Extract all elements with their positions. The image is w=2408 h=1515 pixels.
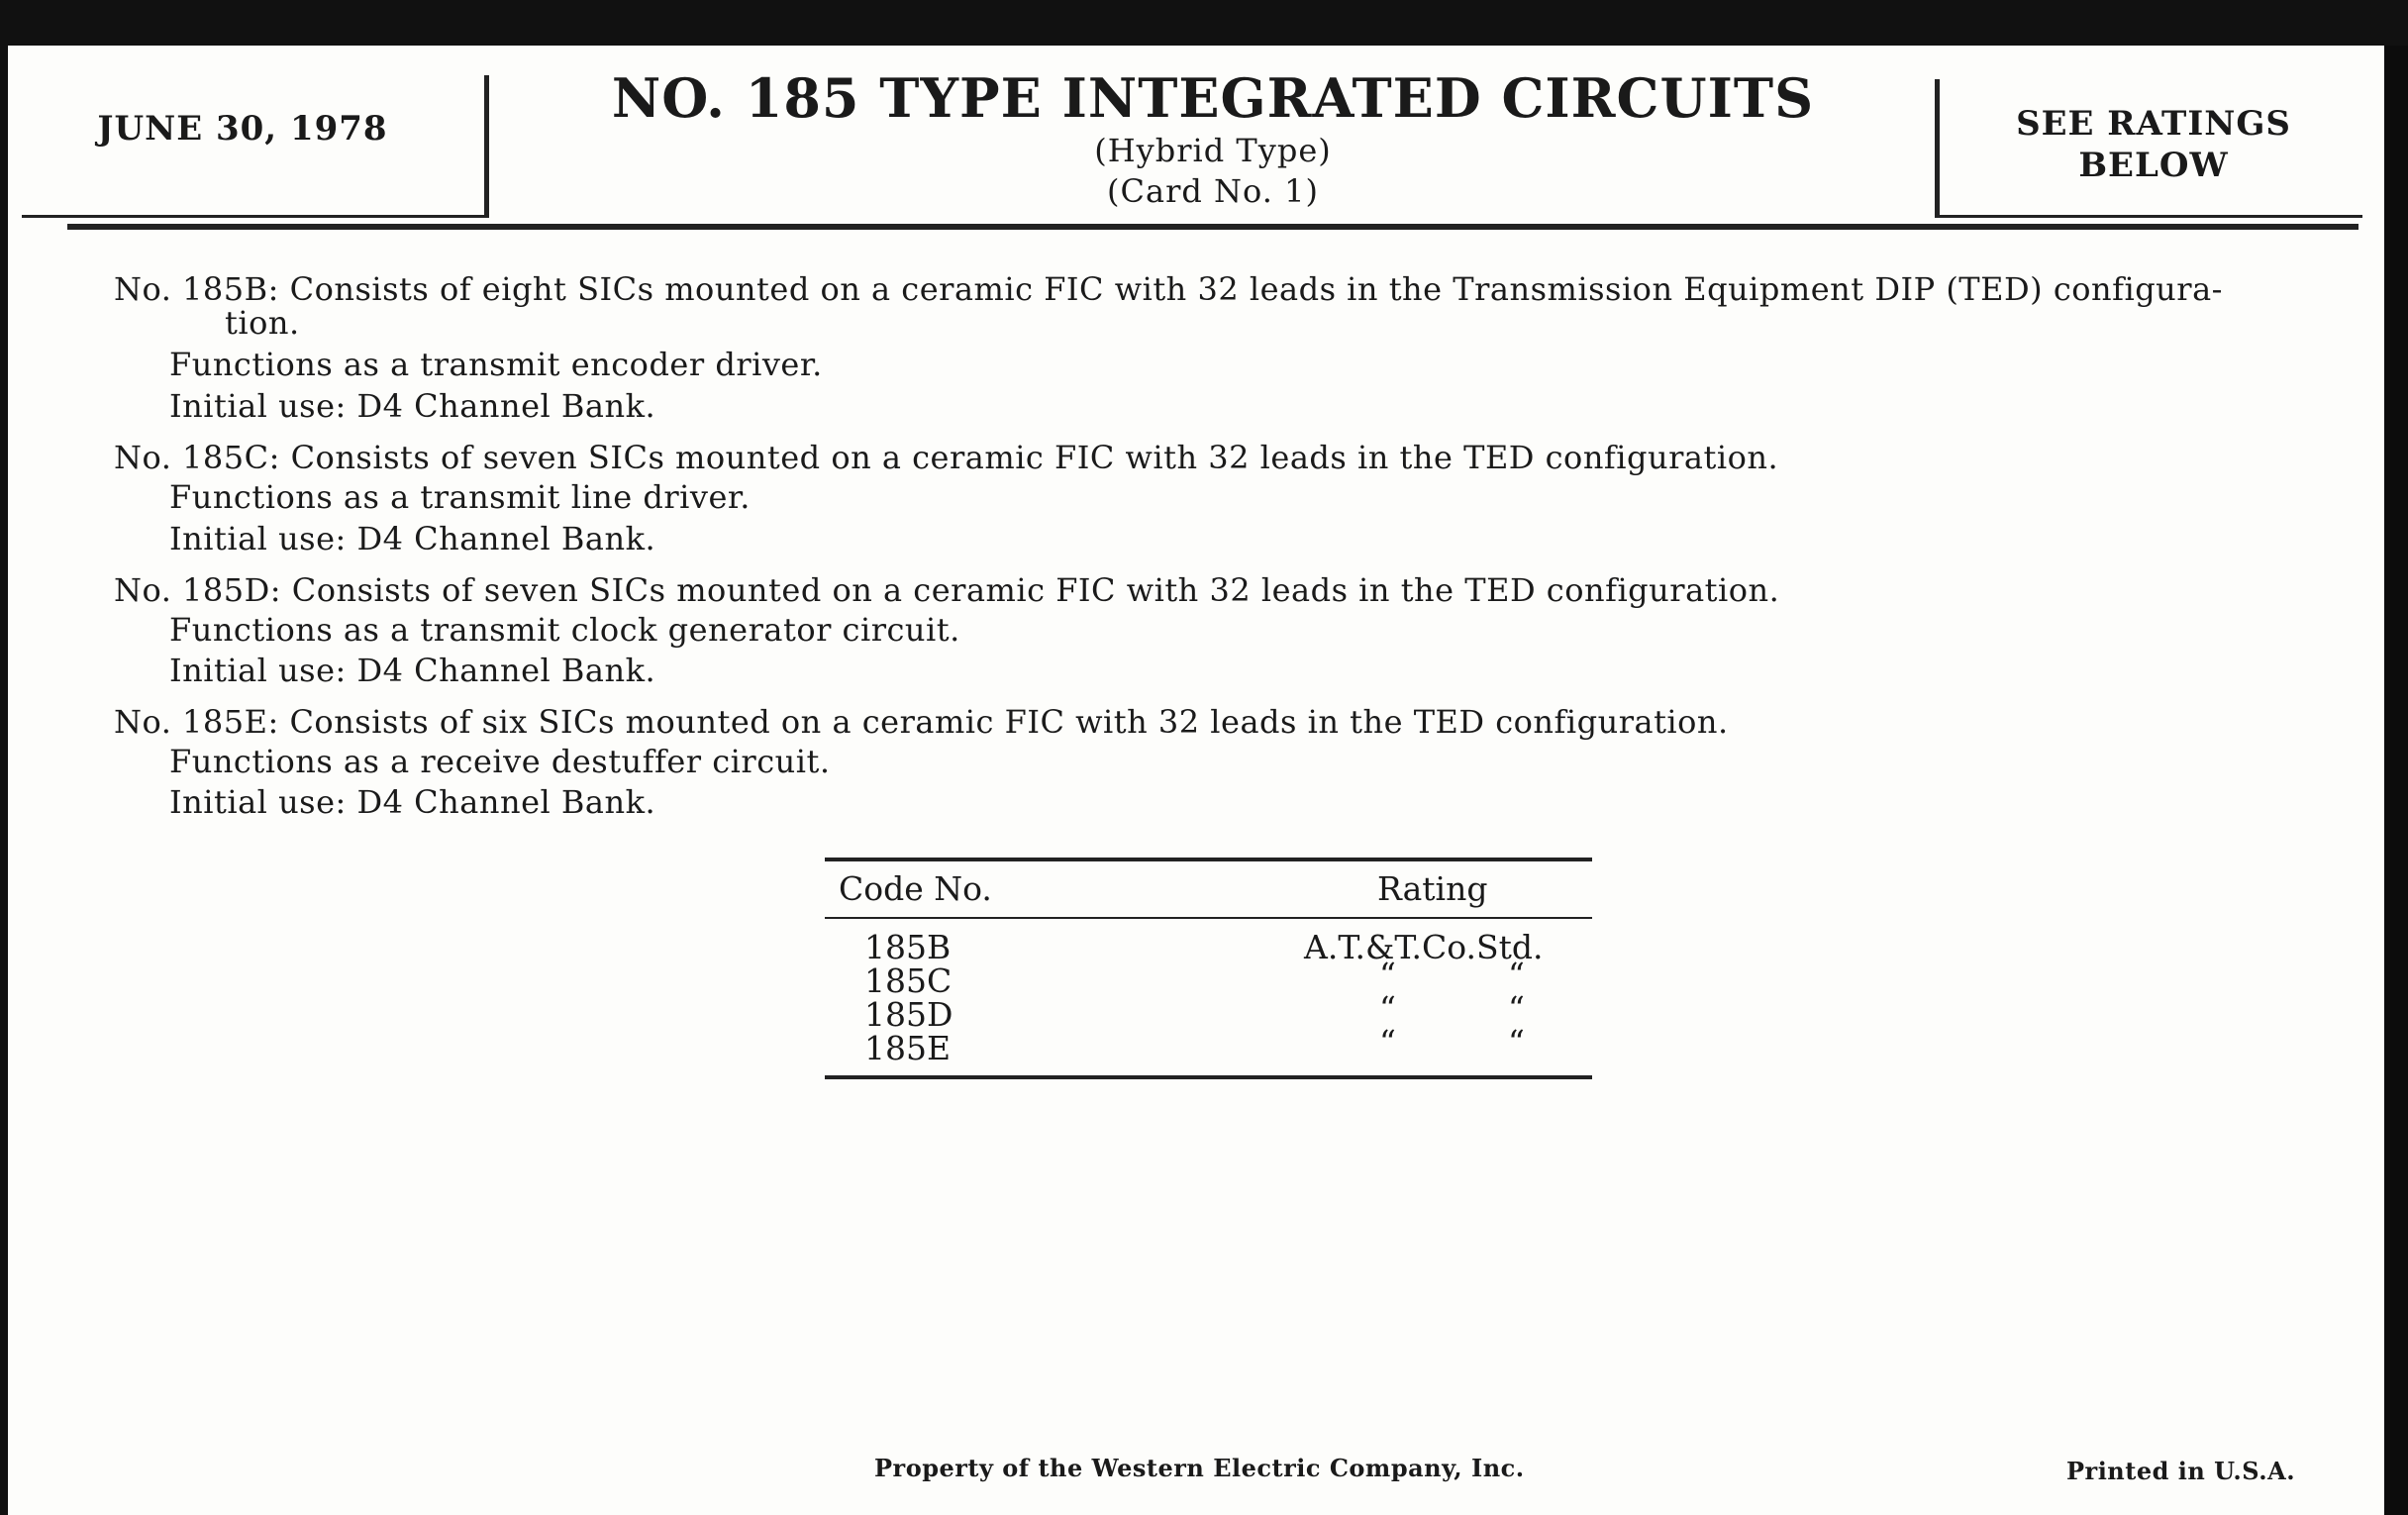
- ditto-mark: “: [1379, 956, 1396, 994]
- header-underline-left: [22, 215, 487, 218]
- entry-initial-use: Initial use: D4 Channel Bank.: [169, 387, 656, 425]
- footer-printed-notice: Printed in U.S.A.: [2066, 1457, 2296, 1485]
- table-top-rule: [825, 858, 1592, 861]
- entry-function: Functions as a transmit clock generator circuit.: [169, 611, 960, 649]
- page-title: NO. 185 TYPE INTEGRATED CIRCUITS: [611, 66, 1815, 130]
- table-header-rule: [825, 917, 1592, 919]
- ratings-note: [1970, 103, 2337, 186]
- entry-description: No. 185E: Consists of six SICs mounted on a ceramic FIC with 32 leads in the TED configuration.: [114, 703, 1729, 741]
- entry-description-continued: tion.: [225, 304, 300, 342]
- entry-description: No. 185D: Consists of seven SICs mounted on a ceramic FIC with 32 leads in the TED configuration.: [114, 571, 1780, 609]
- table-row-code: 185E: [864, 1029, 952, 1067]
- document-card: [8, 46, 2384, 1515]
- entry-description: No. 185B: Consists of eight SICs mounted on a ceramic FIC with 32 leads in the Transmission Equipment DIP (TED) configura-: [114, 270, 2223, 308]
- header-divider-left: [484, 75, 489, 218]
- table-row-code: 185B: [864, 928, 952, 966]
- table-bottom-rule: [825, 1075, 1592, 1079]
- table-row-code: 185D: [864, 995, 953, 1034]
- scan-border: [2384, 46, 2408, 1515]
- entry-function: Functions as a receive destuffer circuit.: [169, 743, 831, 780]
- header-underline-right: [1937, 215, 2362, 218]
- ditto-mark: “: [1379, 989, 1396, 1028]
- ratings-note-line-2: BELOW: [2078, 146, 2229, 185]
- table-row-code: 185C: [864, 961, 953, 1000]
- ditto-mark: “: [1508, 956, 1525, 994]
- page-subtitle-type: (Hybrid Type): [1094, 132, 1332, 169]
- entry-description: No. 185C: Consists of seven SICs mounted on a ceramic FIC with 32 leads in the TED configuration.: [114, 439, 1779, 476]
- entry-initial-use: Initial use: D4 Channel Bank.: [169, 652, 656, 689]
- ditto-mark: “: [1508, 1023, 1525, 1061]
- entry-initial-use: Initial use: D4 Channel Bank.: [169, 783, 656, 821]
- column-header-code: Code No.: [839, 869, 992, 908]
- header-divider-right: [1935, 79, 1940, 218]
- footer-property-notice: Property of the Western Electric Company, Inc.: [874, 1454, 1525, 1482]
- entry-function: Functions as a transmit encoder driver.: [169, 346, 823, 383]
- header-rule: [67, 224, 2358, 230]
- card-date: JUNE 30, 1978: [97, 109, 388, 149]
- column-header-rating: Rating: [1377, 869, 1488, 908]
- header-title-block: [490, 65, 1936, 212]
- entry-function: Functions as a transmit line driver.: [169, 478, 751, 516]
- ratings-note-line-1: SEE RATINGS: [2016, 104, 2291, 144]
- ditto-mark: “: [1508, 989, 1525, 1028]
- ditto-mark: “: [1379, 1023, 1396, 1061]
- table-row-rating: A.T.&T.Co.Std.: [1304, 928, 1544, 966]
- entry-initial-use: Initial use: D4 Channel Bank.: [169, 520, 656, 557]
- page-subtitle-card: (Card No. 1): [1107, 172, 1319, 210]
